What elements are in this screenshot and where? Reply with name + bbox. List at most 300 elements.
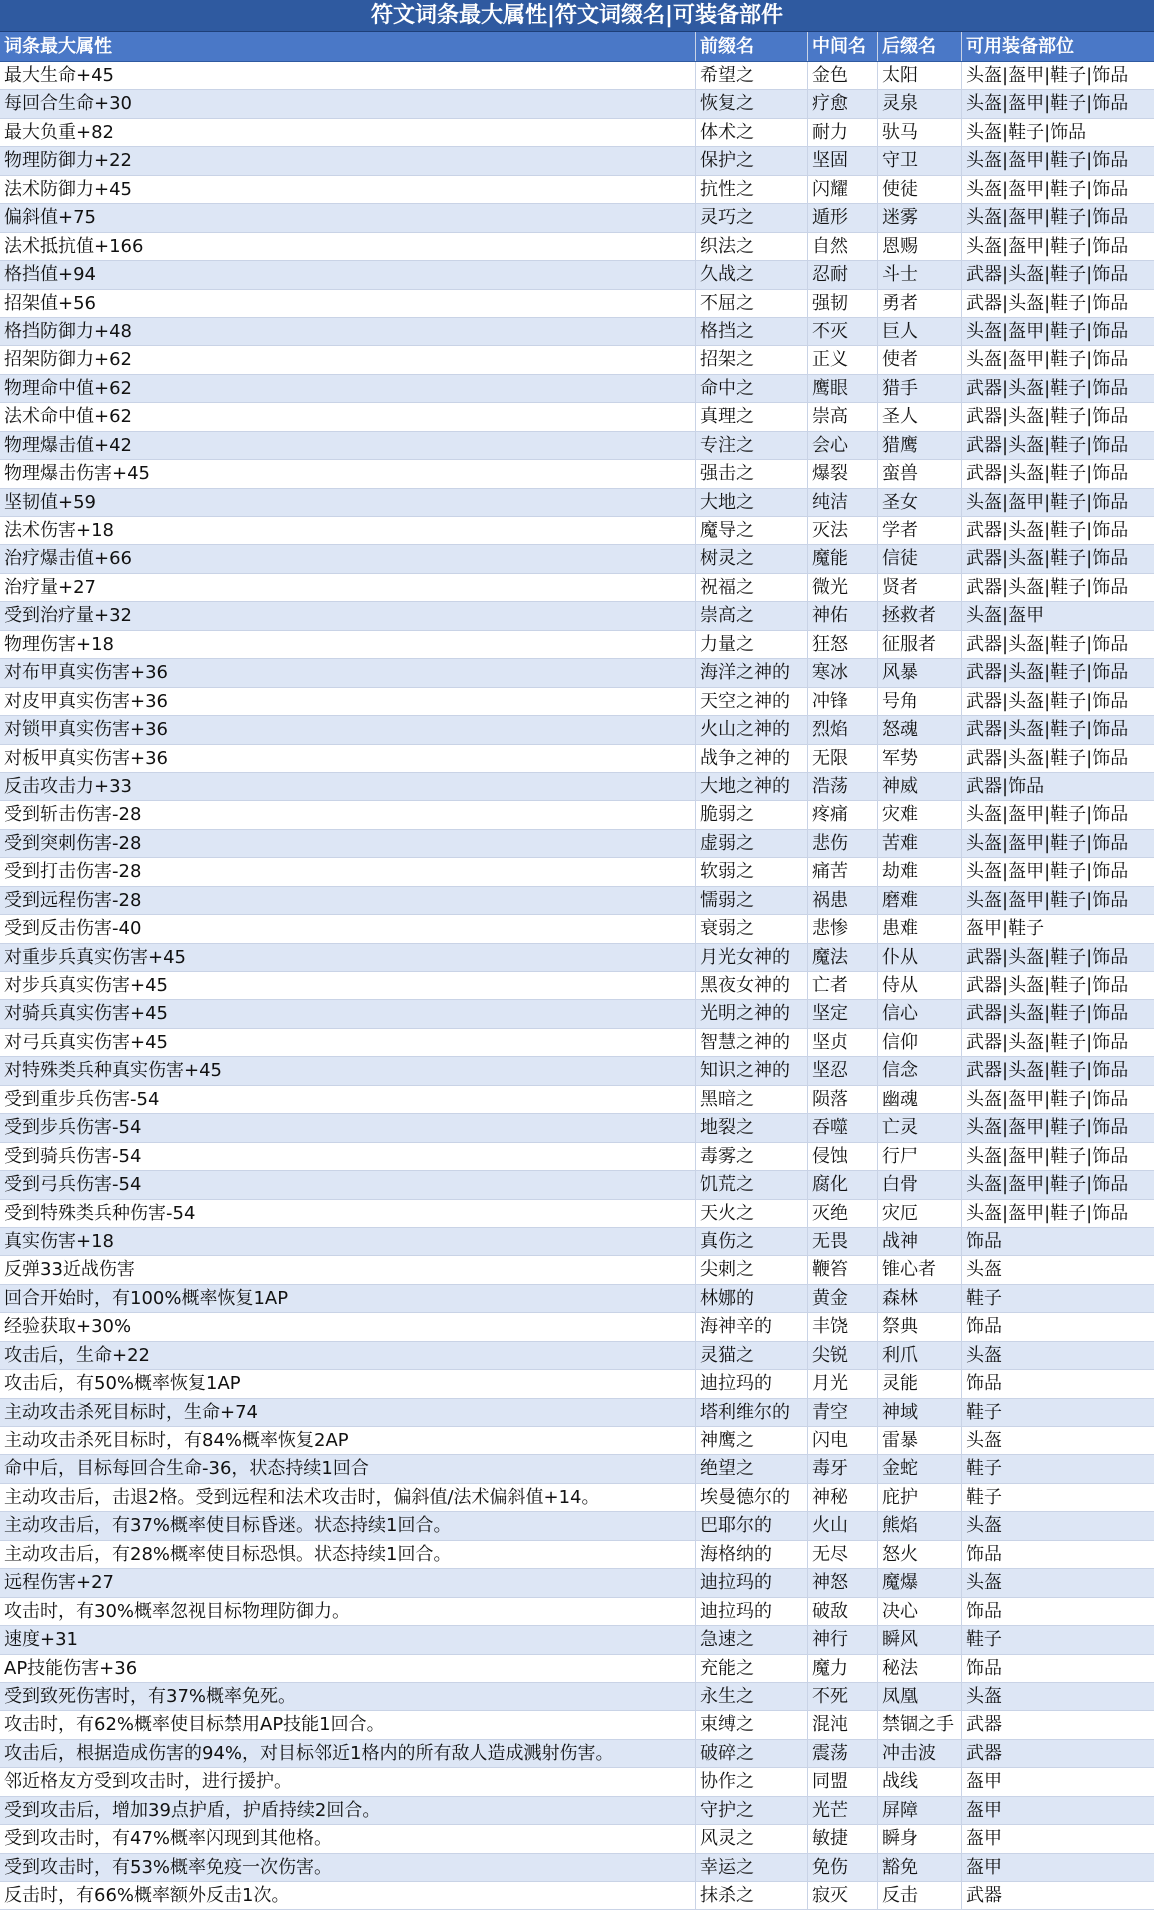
slots-cell: 头盔|盔甲|鞋子|饰品 xyxy=(966,1174,1129,1196)
table-row xyxy=(0,517,1154,545)
suffix-cell: 猎手 xyxy=(878,375,962,402)
prefix-cell: 火山之神的 xyxy=(696,716,808,743)
suffix-cell: 雷暴 xyxy=(878,1427,962,1454)
prefix-cell: 饥荒之 xyxy=(696,1171,808,1198)
suffix-cell: 驮马 xyxy=(878,119,962,146)
table-row xyxy=(0,1285,1154,1313)
slots-cell: 头盔 xyxy=(966,1572,1002,1594)
prefix-cell: 命中之 xyxy=(696,375,808,402)
header-middle: 中间名 xyxy=(808,32,878,61)
suffix-cell: 战线 xyxy=(878,1768,962,1795)
table-row xyxy=(0,915,1154,943)
suffix-cell: 信念 xyxy=(878,1057,962,1084)
prefix-cell: 专注之 xyxy=(696,432,808,459)
table-row xyxy=(0,1200,1154,1228)
middle-cell: 鹰眼 xyxy=(808,375,878,402)
slots-cell: 鞋子 xyxy=(966,1629,1002,1651)
attribute-cell: 受到打击伤害-28 xyxy=(0,858,696,885)
table-row xyxy=(0,631,1154,659)
suffix-cell: 森林 xyxy=(878,1285,962,1312)
suffix-cell: 白骨 xyxy=(878,1171,962,1198)
middle-cell: 月光 xyxy=(808,1370,878,1397)
suffix-cell: 灵能 xyxy=(878,1370,962,1397)
table-row xyxy=(0,176,1154,204)
suffix-cell: 号角 xyxy=(878,688,962,715)
table-row xyxy=(0,460,1154,488)
table-row xyxy=(0,346,1154,374)
attribute-cell: 受到致死伤害时，有37%概率免死。 xyxy=(0,1683,696,1710)
slots-cell: 头盔|盔甲|鞋子|饰品 xyxy=(966,491,1129,513)
prefix-cell: 懦弱之 xyxy=(696,887,808,914)
prefix-cell: 风灵之 xyxy=(696,1825,808,1852)
prefix-cell: 希望之 xyxy=(696,62,808,89)
attribute-cell: 招架值+56 xyxy=(0,290,696,317)
suffix-cell: 贤者 xyxy=(878,574,962,601)
slots-cell: 鞋子 xyxy=(966,1401,1002,1423)
slots-cell: 头盔|盔甲|鞋子|饰品 xyxy=(966,320,1129,342)
table-row xyxy=(0,1399,1154,1427)
suffix-cell: 禁锢之手 xyxy=(878,1711,962,1738)
attribute-cell: 远程伤害+27 xyxy=(0,1569,696,1596)
slots-cell: 武器|头盔|鞋子|饰品 xyxy=(966,463,1129,485)
middle-cell: 同盟 xyxy=(808,1768,878,1795)
table-row xyxy=(0,1655,1154,1683)
slots-cell: 鞋子 xyxy=(966,1458,1002,1480)
suffix-cell: 信心 xyxy=(878,1000,962,1027)
table-row xyxy=(0,1569,1154,1597)
suffix-cell: 豁免 xyxy=(878,1854,962,1881)
attribute-cell: 受到骑兵伤害-54 xyxy=(0,1143,696,1170)
suffix-cell: 迷雾 xyxy=(878,204,962,231)
slots-cell: 饰品 xyxy=(966,1316,1002,1338)
table-row xyxy=(0,1797,1154,1825)
middle-cell: 微光 xyxy=(808,574,878,601)
middle-cell: 亡者 xyxy=(808,972,878,999)
prefix-cell: 软弱之 xyxy=(696,858,808,885)
attribute-cell: 受到攻击时，有53%概率免疫一次伤害。 xyxy=(0,1854,696,1881)
attribute-cell: 攻击后，有50%概率恢复1AP xyxy=(0,1370,696,1397)
suffix-cell: 斗士 xyxy=(878,261,962,288)
table-row xyxy=(0,858,1154,886)
suffix-cell: 太阳 xyxy=(878,62,962,89)
middle-cell: 痛苦 xyxy=(808,858,878,885)
slots-cell: 武器|头盔|鞋子|饰品 xyxy=(966,662,1129,684)
suffix-cell: 灾厄 xyxy=(878,1200,962,1227)
suffix-cell: 亡灵 xyxy=(878,1114,962,1141)
prefix-cell: 招架之 xyxy=(696,346,808,373)
suffix-cell: 蛮兽 xyxy=(878,460,962,487)
suffix-cell: 苦难 xyxy=(878,830,962,857)
attribute-cell: 物理防御力+22 xyxy=(0,147,696,174)
table-row xyxy=(0,602,1154,630)
attribute-cell: 法术伤害+18 xyxy=(0,517,696,544)
table-row xyxy=(0,432,1154,460)
table-row xyxy=(0,1711,1154,1739)
slots-cell: 头盔|盔甲|鞋子|饰品 xyxy=(966,889,1129,911)
middle-cell: 侵蚀 xyxy=(808,1143,878,1170)
suffix-cell: 金蛇 xyxy=(878,1455,962,1482)
attribute-cell: AP技能伤害+36 xyxy=(0,1655,696,1682)
table-row xyxy=(0,1825,1154,1853)
table-body xyxy=(0,62,1154,1910)
attribute-cell: 受到弓兵伤害-54 xyxy=(0,1171,696,1198)
table-row xyxy=(0,830,1154,858)
prefix-cell: 织法之 xyxy=(696,233,808,260)
slots-cell: 盔甲 xyxy=(966,1799,1002,1821)
attribute-cell: 格挡值+94 xyxy=(0,261,696,288)
middle-cell: 坚忍 xyxy=(808,1057,878,1084)
middle-cell: 光芒 xyxy=(808,1797,878,1824)
table-row xyxy=(0,1342,1154,1370)
middle-cell: 免伤 xyxy=(808,1854,878,1881)
middle-cell: 疼痛 xyxy=(808,801,878,828)
suffix-cell: 信徒 xyxy=(878,545,962,572)
table-row xyxy=(0,1768,1154,1796)
prefix-cell: 黑夜女神的 xyxy=(696,972,808,999)
slots-cell: 头盔|盔甲|鞋子|饰品 xyxy=(966,178,1129,200)
middle-cell: 敏捷 xyxy=(808,1825,878,1852)
table-row xyxy=(0,1626,1154,1654)
slots-cell: 武器|头盔|鞋子|饰品 xyxy=(966,264,1129,286)
prefix-cell: 永生之 xyxy=(696,1683,808,1710)
attribute-cell: 每回合生命+30 xyxy=(0,90,696,117)
table-row xyxy=(0,1086,1154,1114)
middle-cell: 忍耐 xyxy=(808,261,878,288)
middle-cell: 疗愈 xyxy=(808,90,878,117)
prefix-cell: 充能之 xyxy=(696,1655,808,1682)
prefix-cell: 尖刺之 xyxy=(696,1256,808,1283)
middle-cell: 吞噬 xyxy=(808,1114,878,1141)
header-prefix: 前缀名 xyxy=(696,32,808,61)
slots-cell: 武器|头盔|鞋子|饰品 xyxy=(966,548,1129,570)
prefix-cell: 祝福之 xyxy=(696,574,808,601)
suffix-cell: 恩赐 xyxy=(878,233,962,260)
slots-cell: 武器|头盔|鞋子|饰品 xyxy=(966,576,1129,598)
table-row xyxy=(0,801,1154,829)
slots-cell: 武器|头盔|鞋子|饰品 xyxy=(966,377,1129,399)
suffix-cell: 屏障 xyxy=(878,1797,962,1824)
slots-cell: 头盔 xyxy=(966,1344,1002,1366)
suffix-cell: 军势 xyxy=(878,745,962,772)
suffix-cell: 怒魂 xyxy=(878,716,962,743)
table-title: 符文词条最大属性|符文词缀名|可装备部件 xyxy=(0,0,1154,32)
slots-cell: 头盔|盔甲 xyxy=(966,605,1045,627)
slots-cell: 饰品 xyxy=(966,1230,1002,1252)
suffix-cell: 反击 xyxy=(878,1882,962,1909)
prefix-cell: 巴耶尔的 xyxy=(696,1512,808,1539)
attribute-cell: 主动攻击后，击退2格。受到远程和法术攻击时，偏斜值/法术偏斜值+14。 xyxy=(0,1484,696,1511)
suffix-cell: 决心 xyxy=(878,1598,962,1625)
prefix-cell: 光明之神的 xyxy=(696,1000,808,1027)
attribute-cell: 受到远程伤害-28 xyxy=(0,887,696,914)
middle-cell: 寂灭 xyxy=(808,1882,878,1909)
middle-cell: 纯洁 xyxy=(808,489,878,516)
middle-cell: 浩荡 xyxy=(808,773,878,800)
attribute-cell: 主动攻击后，有28%概率使目标恐惧。状态持续1回合。 xyxy=(0,1541,696,1568)
table-row xyxy=(0,489,1154,517)
attribute-cell: 受到突刺伤害-28 xyxy=(0,830,696,857)
attribute-cell: 受到步兵伤害-54 xyxy=(0,1114,696,1141)
attribute-cell: 反击攻击力+33 xyxy=(0,773,696,800)
prefix-cell: 迪拉玛的 xyxy=(696,1598,808,1625)
table-row xyxy=(0,318,1154,346)
suffix-cell: 幽魂 xyxy=(878,1086,962,1113)
prefix-cell: 力量之 xyxy=(696,631,808,658)
slots-cell: 头盔|盔甲|鞋子|饰品 xyxy=(966,207,1129,229)
slots-cell: 武器|头盔|鞋子|饰品 xyxy=(966,292,1129,314)
attribute-cell: 受到特殊类兵种伤害-54 xyxy=(0,1200,696,1227)
table-row xyxy=(0,716,1154,744)
slots-cell: 武器 xyxy=(966,1742,1002,1764)
prefix-cell: 体术之 xyxy=(696,119,808,146)
header-attribute: 词条最大属性 xyxy=(0,32,696,61)
middle-cell: 神行 xyxy=(808,1626,878,1653)
slots-cell: 武器|头盔|鞋子|饰品 xyxy=(966,633,1129,655)
table-row xyxy=(0,403,1154,431)
suffix-cell: 灾难 xyxy=(878,801,962,828)
prefix-cell: 幸运之 xyxy=(696,1854,808,1881)
slots-cell: 武器|头盔|鞋子|饰品 xyxy=(966,747,1129,769)
middle-cell: 坚定 xyxy=(808,1000,878,1027)
middle-cell: 破敌 xyxy=(808,1598,878,1625)
attribute-cell: 经验获取+30% xyxy=(0,1313,696,1340)
attribute-cell: 攻击后，生命+22 xyxy=(0,1342,696,1369)
slots-cell: 武器|头盔|鞋子|饰品 xyxy=(966,719,1129,741)
middle-cell: 魔能 xyxy=(808,545,878,572)
attribute-cell: 物理伤害+18 xyxy=(0,631,696,658)
prefix-cell: 黑暗之 xyxy=(696,1086,808,1113)
middle-cell: 无畏 xyxy=(808,1228,878,1255)
suffix-cell: 神域 xyxy=(878,1399,962,1426)
suffix-cell: 魔爆 xyxy=(878,1569,962,1596)
slots-cell: 头盔|盔甲|鞋子|饰品 xyxy=(966,349,1129,371)
table-row xyxy=(0,745,1154,773)
suffix-cell: 风暴 xyxy=(878,659,962,686)
suffix-cell: 战神 xyxy=(878,1228,962,1255)
attribute-cell: 反击时，有66%概率额外反击1次。 xyxy=(0,1882,696,1909)
slots-cell: 头盔 xyxy=(966,1430,1002,1451)
table-row xyxy=(0,773,1154,801)
table-row xyxy=(0,1143,1154,1171)
attribute-cell: 坚韧值+59 xyxy=(0,489,696,516)
slots-cell: 头盔|盔甲|鞋子|饰品 xyxy=(966,235,1129,257)
slots-cell: 武器|头盔|鞋子|饰品 xyxy=(966,946,1129,968)
prefix-cell: 脆弱之 xyxy=(696,801,808,828)
prefix-cell: 协作之 xyxy=(696,1768,808,1795)
prefix-cell: 崇高之 xyxy=(696,602,808,629)
prefix-cell: 魔导之 xyxy=(696,517,808,544)
prefix-cell: 大地之神的 xyxy=(696,773,808,800)
attribute-cell: 主动攻击杀死目标时，生命+74 xyxy=(0,1399,696,1426)
prefix-cell: 迪拉玛的 xyxy=(696,1569,808,1596)
suffix-cell: 瞬身 xyxy=(878,1825,962,1852)
middle-cell: 不死 xyxy=(808,1683,878,1710)
attribute-cell: 回合开始时，有100%概率恢复1AP xyxy=(0,1285,696,1312)
prefix-cell: 战争之神的 xyxy=(696,745,808,772)
slots-cell: 盔甲 xyxy=(966,1828,1002,1850)
middle-cell: 无限 xyxy=(808,745,878,772)
slots-cell: 武器|头盔|鞋子|饰品 xyxy=(966,690,1129,712)
attribute-cell: 对重步兵真实伤害+45 xyxy=(0,944,696,971)
middle-cell: 魔法 xyxy=(808,944,878,971)
slots-cell: 头盔 xyxy=(966,1259,1002,1281)
attribute-cell: 邻近格友方受到攻击时，进行援护。 xyxy=(0,1768,696,1795)
suffix-cell: 猎鹰 xyxy=(878,432,962,459)
table-row xyxy=(0,1000,1154,1028)
table-row xyxy=(0,659,1154,687)
middle-cell: 崇高 xyxy=(808,403,878,430)
slots-cell: 武器|头盔|鞋子|饰品 xyxy=(966,975,1129,996)
attribute-cell: 命中后，目标每回合生命-36，状态持续1回合 xyxy=(0,1455,696,1482)
prefix-cell: 林娜的 xyxy=(696,1285,808,1312)
table-row xyxy=(0,1256,1154,1284)
middle-cell: 混沌 xyxy=(808,1711,878,1738)
prefix-cell: 破碎之 xyxy=(696,1740,808,1767)
table-row xyxy=(0,887,1154,915)
attribute-cell: 治疗量+27 xyxy=(0,574,696,601)
slots-cell: 饰品 xyxy=(966,1543,1002,1565)
attribute-cell: 对弓兵真实伤害+45 xyxy=(0,1029,696,1056)
middle-cell: 祸患 xyxy=(808,887,878,914)
table-row xyxy=(0,1313,1154,1341)
attribute-cell: 攻击时，有30%概率忽视目标物理防御力。 xyxy=(0,1598,696,1625)
middle-cell: 不灭 xyxy=(808,318,878,345)
middle-cell: 烈焰 xyxy=(808,716,878,743)
prefix-cell: 海神辛的 xyxy=(696,1313,808,1340)
slots-cell: 武器 xyxy=(966,1714,1002,1736)
table-row xyxy=(0,119,1154,147)
prefix-cell: 保护之 xyxy=(696,147,808,174)
prefix-cell: 大地之 xyxy=(696,489,808,516)
prefix-cell: 衰弱之 xyxy=(696,915,808,942)
middle-cell: 爆裂 xyxy=(808,460,878,487)
table-row xyxy=(0,1171,1154,1199)
suffix-cell: 巨人 xyxy=(878,318,962,345)
prefix-cell: 真伤之 xyxy=(696,1228,808,1255)
slots-cell: 头盔|盔甲|鞋子|饰品 xyxy=(966,65,1129,86)
slots-cell: 头盔|盔甲|鞋子|饰品 xyxy=(966,1202,1129,1224)
table-row xyxy=(0,261,1154,289)
middle-cell: 青空 xyxy=(808,1399,878,1426)
middle-cell: 遁形 xyxy=(808,204,878,231)
prefix-cell: 神鹰之 xyxy=(696,1427,808,1454)
prefix-cell: 绝望之 xyxy=(696,1455,808,1482)
prefix-cell: 天空之神的 xyxy=(696,688,808,715)
slots-cell: 盔甲 xyxy=(966,1856,1002,1878)
prefix-cell: 月光女神的 xyxy=(696,944,808,971)
middle-cell: 神佑 xyxy=(808,602,878,629)
table-row xyxy=(0,62,1154,90)
prefix-cell: 守护之 xyxy=(696,1797,808,1824)
table-row xyxy=(0,204,1154,232)
table-row xyxy=(0,972,1154,1000)
table-row xyxy=(0,1512,1154,1540)
table-row xyxy=(0,574,1154,602)
attribute-cell: 受到攻击后，增加39点护盾，护盾持续2回合。 xyxy=(0,1797,696,1824)
middle-cell: 狂怒 xyxy=(808,631,878,658)
table-row xyxy=(0,1854,1154,1882)
attribute-cell: 对步兵真实伤害+45 xyxy=(0,972,696,999)
table-row xyxy=(0,1228,1154,1256)
middle-cell: 神怒 xyxy=(808,1569,878,1596)
slots-cell: 头盔|盔甲|鞋子|饰品 xyxy=(966,93,1129,115)
slots-cell: 武器|头盔|鞋子|饰品 xyxy=(966,520,1129,541)
attribute-cell: 对骑兵真实伤害+45 xyxy=(0,1000,696,1027)
attribute-cell: 物理爆击值+42 xyxy=(0,432,696,459)
table-row xyxy=(0,1740,1154,1768)
suffix-cell: 患难 xyxy=(878,915,962,942)
suffix-cell: 仆从 xyxy=(878,944,962,971)
prefix-cell: 塔利维尔的 xyxy=(696,1399,808,1426)
slots-cell: 鞋子 xyxy=(966,1287,1002,1309)
middle-cell: 坚贞 xyxy=(808,1029,878,1056)
suffix-cell: 磨难 xyxy=(878,887,962,914)
suffix-cell: 侍从 xyxy=(878,972,962,999)
slots-cell: 头盔|盔甲|鞋子|饰品 xyxy=(966,832,1129,854)
prefix-cell: 灵巧之 xyxy=(696,204,808,231)
prefix-cell: 埃曼德尔的 xyxy=(696,1484,808,1511)
table-row xyxy=(0,1057,1154,1085)
slots-cell: 盔甲|鞋子 xyxy=(966,918,1045,940)
slots-cell: 武器|头盔|鞋子|饰品 xyxy=(966,1003,1129,1025)
attribute-cell: 对锁甲真实伤害+36 xyxy=(0,716,696,743)
attribute-cell: 受到攻击时，有47%概率闪现到其他格。 xyxy=(0,1825,696,1852)
prefix-cell: 真理之 xyxy=(696,403,808,430)
prefix-cell: 虚弱之 xyxy=(696,830,808,857)
suffix-cell: 熊焰 xyxy=(878,1512,962,1539)
slots-cell: 武器|饰品 xyxy=(966,775,1045,797)
prefix-cell: 天火之 xyxy=(696,1200,808,1227)
table-row xyxy=(0,1029,1154,1057)
suffix-cell: 灵泉 xyxy=(878,90,962,117)
table-row xyxy=(0,1598,1154,1626)
attribute-cell: 攻击时，有62%概率使目标禁用AP技能1回合。 xyxy=(0,1711,696,1738)
middle-cell: 陨落 xyxy=(808,1086,878,1113)
suffix-cell: 使徒 xyxy=(878,176,962,203)
attribute-cell: 主动攻击杀死目标时，有84%概率恢复2AP xyxy=(0,1427,696,1454)
middle-cell: 无尽 xyxy=(808,1541,878,1568)
attribute-cell: 物理爆击伤害+45 xyxy=(0,460,696,487)
slots-cell: 头盔|盔甲|鞋子|饰品 xyxy=(966,804,1129,826)
attribute-cell: 主动攻击后，有37%概率使目标昏迷。状态持续1回合。 xyxy=(0,1512,696,1539)
middle-cell: 寒冰 xyxy=(808,659,878,686)
middle-cell: 毒牙 xyxy=(808,1455,878,1482)
slots-cell: 饰品 xyxy=(966,1600,1002,1622)
attribute-cell: 招架防御力+62 xyxy=(0,346,696,373)
middle-cell: 黄金 xyxy=(808,1285,878,1312)
slots-cell: 饰品 xyxy=(966,1373,1002,1395)
suffix-cell: 祭典 xyxy=(878,1313,962,1340)
suffix-cell: 行尸 xyxy=(878,1143,962,1170)
table-row xyxy=(0,1370,1154,1398)
attribute-cell: 真实伤害+18 xyxy=(0,1228,696,1255)
slots-cell: 头盔 xyxy=(966,1685,1002,1707)
attribute-cell: 偏斜值+75 xyxy=(0,204,696,231)
middle-cell: 悲惨 xyxy=(808,915,878,942)
prefix-cell: 迪拉玛的 xyxy=(696,1370,808,1397)
header-slots: 可用装备部位 xyxy=(966,36,1074,57)
table-row xyxy=(0,1484,1154,1512)
middle-cell: 震荡 xyxy=(808,1740,878,1767)
prefix-cell: 强击之 xyxy=(696,460,808,487)
prefix-cell: 恢复之 xyxy=(696,90,808,117)
attribute-cell: 速度+31 xyxy=(0,1626,696,1653)
header-suffix: 后缀名 xyxy=(878,32,962,61)
prefix-cell: 抹杀之 xyxy=(696,1882,808,1909)
slots-cell: 头盔|盔甲|鞋子|饰品 xyxy=(966,1088,1129,1110)
middle-cell: 正义 xyxy=(808,346,878,373)
middle-cell: 火山 xyxy=(808,1512,878,1539)
